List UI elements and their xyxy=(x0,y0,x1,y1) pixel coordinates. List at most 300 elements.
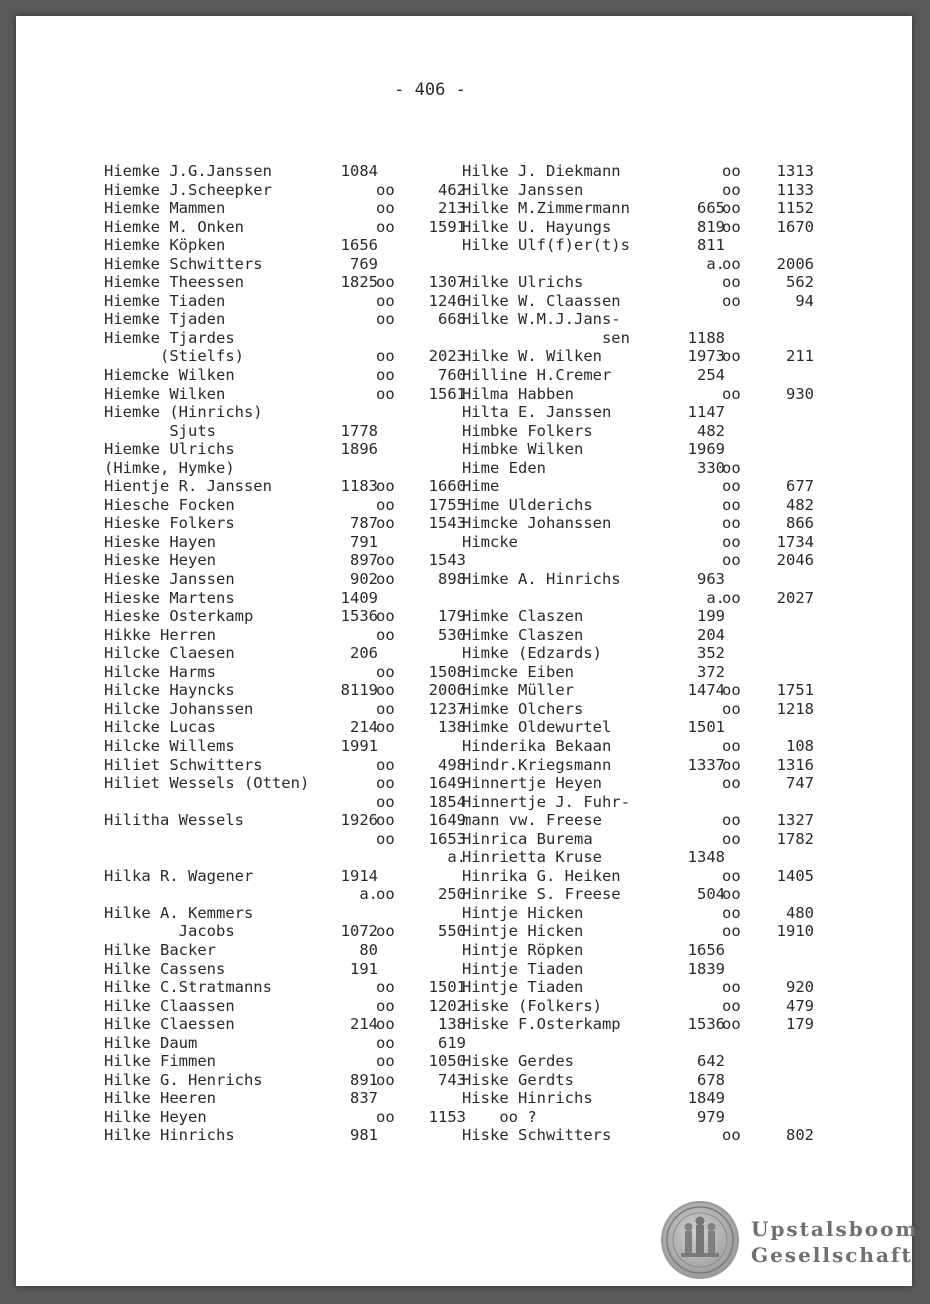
entry-year: 1536 xyxy=(340,607,378,626)
index-entry xyxy=(104,162,466,181)
entry-marriage-mark: oo xyxy=(722,755,741,774)
entry-reference: 668 xyxy=(438,310,466,329)
index-entry xyxy=(104,199,466,218)
entry-reference: 179 xyxy=(438,607,466,626)
index-entry xyxy=(104,255,466,274)
index-entry xyxy=(462,718,814,737)
entry-reference: 920 xyxy=(786,978,814,997)
entry-marriage-mark: oo xyxy=(722,180,741,199)
entry-year: 1839 xyxy=(687,959,725,978)
entry-marriage-mark: oo xyxy=(722,273,741,292)
entry-name: Hieske Heyen xyxy=(104,551,216,570)
entry-year: a. xyxy=(706,588,725,607)
entry-name: Hinrietta Kruse xyxy=(462,848,602,867)
index-entry xyxy=(104,774,466,793)
index-entry xyxy=(462,1126,814,1145)
entry-name: Hilka R. Wagener xyxy=(104,866,254,885)
index-entry xyxy=(462,960,814,979)
entry-name: Hilma Habben xyxy=(462,384,574,403)
entry-marriage-mark: oo xyxy=(376,681,395,700)
entry-reference: 2006 xyxy=(428,681,466,700)
entry-reference: 1782 xyxy=(776,829,814,848)
entry-name: Hilke Heeren xyxy=(104,1089,216,1108)
entry-year: 1969 xyxy=(687,440,725,459)
index-entry xyxy=(104,1015,466,1034)
logo-text xyxy=(751,1216,919,1268)
entry-marriage-mark: oo xyxy=(376,347,395,366)
entry-marriage-mark: oo xyxy=(376,273,395,292)
entry-year: 819 xyxy=(697,217,725,236)
index-entry xyxy=(104,978,466,997)
entry-marriage-mark: oo xyxy=(722,162,741,180)
entry-name: Hinrike S. Freese xyxy=(462,885,621,904)
entry-name: Hilke C.Stratmanns xyxy=(104,978,272,997)
entry-year: 1825 xyxy=(340,273,378,292)
entry-name: Hilke Backer xyxy=(104,940,216,959)
entry-name: sen xyxy=(462,328,630,347)
index-entry xyxy=(462,941,814,960)
logo-line-2: Gesellschaft xyxy=(751,1243,913,1267)
entry-year: 206 xyxy=(350,644,378,663)
right-column xyxy=(462,162,814,1145)
entry-name: Himke A. Hinrichs xyxy=(462,570,621,589)
entry-reference: 1153 xyxy=(428,1107,466,1126)
entry-name: Hintje Tiaden xyxy=(462,978,584,997)
entry-marriage-mark: oo xyxy=(722,199,741,218)
index-entry xyxy=(104,181,466,200)
entry-name: Himke Claszen xyxy=(462,625,584,644)
entry-name: Hiemke Schwitters xyxy=(104,254,263,273)
index-entry xyxy=(104,960,466,979)
entry-reference: 1854 xyxy=(428,792,466,811)
index-entry xyxy=(104,366,466,385)
entry-marriage-mark: oo xyxy=(376,662,395,681)
index-entry xyxy=(104,737,466,756)
entry-year: 80 xyxy=(359,940,378,959)
entry-name: Hilke Daum xyxy=(104,1033,198,1052)
index-entry xyxy=(462,162,814,181)
index-entry xyxy=(462,1071,814,1090)
index-entry xyxy=(462,793,814,812)
entry-marriage-mark: oo xyxy=(722,885,741,904)
index-entry xyxy=(462,1015,814,1034)
index-entry xyxy=(104,570,466,589)
entry-name: (Stielfs) xyxy=(104,347,244,366)
entry-name: Hintje Röpken xyxy=(462,940,584,959)
entry-name: Hiemke J.G.Janssen xyxy=(104,162,272,180)
entry-year: 642 xyxy=(697,1052,725,1071)
entry-name: Hikke Herren xyxy=(104,625,216,644)
entry-reference: 94 xyxy=(795,291,814,310)
index-entry xyxy=(104,997,466,1016)
entry-year: 1147 xyxy=(687,403,725,422)
entry-name: Himbke Wilken xyxy=(462,440,584,459)
logo-line-1: Upstalsboom xyxy=(751,1217,919,1241)
entry-marriage-mark: oo xyxy=(722,903,741,922)
entry-reference: 479 xyxy=(786,996,814,1015)
entry-reference: 802 xyxy=(786,1126,814,1145)
index-entry xyxy=(462,236,814,255)
entry-year: 891 xyxy=(350,1070,378,1089)
index-entry xyxy=(462,830,814,849)
index-entry xyxy=(462,310,814,329)
index-entry xyxy=(104,236,466,255)
index-entry xyxy=(104,533,466,552)
entry-name: Hinrica Burema xyxy=(462,829,593,848)
entry-name: Hilcke Harms xyxy=(104,662,216,681)
entry-year: 1084 xyxy=(340,162,378,180)
entry-name: Hiemke Theessen xyxy=(104,273,244,292)
entry-reference: 480 xyxy=(786,903,814,922)
entry-year: 1896 xyxy=(340,440,378,459)
entry-name: Hilcke Hayncks xyxy=(104,681,235,700)
index-entry xyxy=(462,904,814,923)
index-entry xyxy=(462,700,814,719)
index-entry xyxy=(104,793,466,812)
index-entry xyxy=(462,385,814,404)
entry-marriage-mark: oo xyxy=(376,829,395,848)
index-entry xyxy=(104,904,466,923)
index-entry xyxy=(104,941,466,960)
entry-reference: 138 xyxy=(438,1015,466,1034)
index-entry xyxy=(462,218,814,237)
index-entry xyxy=(104,830,466,849)
entry-marriage-mark: oo xyxy=(376,811,395,830)
index-entry xyxy=(462,867,814,886)
entry-year: 1409 xyxy=(340,588,378,607)
entry-year: 1849 xyxy=(687,1089,725,1108)
entry-year: 837 xyxy=(350,1089,378,1108)
entry-year: 1926 xyxy=(340,811,378,830)
index-entry xyxy=(104,514,466,533)
index-entry xyxy=(104,310,466,329)
entry-year: 1991 xyxy=(340,736,378,755)
entry-reference: 866 xyxy=(786,514,814,533)
entry-name: Hime Eden xyxy=(462,458,546,477)
left-column xyxy=(104,162,466,1145)
entry-marriage-mark: oo xyxy=(376,1052,395,1071)
entry-marriage-mark: oo xyxy=(376,514,395,533)
entry-marriage-mark: oo xyxy=(376,774,395,793)
entry-reference: 2046 xyxy=(776,551,814,570)
entry-year: 1183 xyxy=(340,477,378,496)
entry-reference: 1755 xyxy=(428,495,466,514)
entry-reference: 213 xyxy=(438,199,466,218)
entry-year: 963 xyxy=(697,570,725,589)
entry-name: Hiliet Schwitters xyxy=(104,755,263,774)
entry-name: Hiemcke Wilken xyxy=(104,366,235,385)
entry-reference: 108 xyxy=(786,736,814,755)
index-entry xyxy=(104,681,466,700)
index-entry xyxy=(104,422,466,441)
entry-reference: 179 xyxy=(786,1015,814,1034)
entry-marriage-mark: oo xyxy=(722,458,741,477)
index-entry xyxy=(462,607,814,626)
entry-name: Hiesche Focken xyxy=(104,495,235,514)
entry-name: Hilta E. Janssen xyxy=(462,403,612,422)
index-entry xyxy=(104,1034,466,1053)
entry-name: Hilke U. Hayungs xyxy=(462,217,612,236)
index-entry xyxy=(104,1108,466,1127)
entry-reference: 250 xyxy=(438,885,466,904)
entry-marriage-mark: oo xyxy=(722,551,741,570)
entry-name: Hilke W.M.J.Jans- xyxy=(462,310,621,329)
entry-reference: 1734 xyxy=(776,532,814,551)
entry-marriage-mark: oo xyxy=(722,866,741,885)
index-entry xyxy=(104,1089,466,1108)
index-entry xyxy=(462,422,814,441)
entry-name: Hiske Schwitters xyxy=(462,1126,612,1145)
entry-reference: 1246 xyxy=(428,291,466,310)
entry-year: 678 xyxy=(697,1070,725,1089)
entry-name: Hiliet Wessels (Otten) xyxy=(104,774,310,793)
entry-marriage-mark: oo xyxy=(722,681,741,700)
entry-name: Himke Olchers xyxy=(462,699,584,718)
entry-name: (Himke, Hymke) xyxy=(104,458,235,477)
entry-name: Hiske Gerdes xyxy=(462,1052,574,1071)
entry-marriage-mark: oo xyxy=(722,347,741,366)
entry-reference: 562 xyxy=(786,273,814,292)
index-entry xyxy=(104,218,466,237)
entry-year: 897 xyxy=(350,551,378,570)
entry-name: Hieske Martens xyxy=(104,588,235,607)
entry-reference: a. xyxy=(447,848,466,867)
page-number: - 406 - xyxy=(394,80,466,100)
seal-icon xyxy=(661,1201,739,1279)
entry-reference: 677 xyxy=(786,477,814,496)
index-entry xyxy=(104,922,466,941)
entry-reference: 1653 xyxy=(428,829,466,848)
entry-name: Hilke W. Wilken xyxy=(462,347,602,366)
entry-marriage-mark: oo xyxy=(722,477,741,496)
entry-marriage-mark: oo xyxy=(376,180,395,199)
index-entry xyxy=(462,181,814,200)
entry-marriage-mark: oo xyxy=(722,699,741,718)
index-entry xyxy=(104,885,466,904)
entry-year: 8119 xyxy=(340,681,378,700)
entry-reference: 1405 xyxy=(776,866,814,885)
index-entry xyxy=(462,1089,814,1108)
entry-year: 1337 xyxy=(687,755,725,774)
entry-year: 1656 xyxy=(687,940,725,959)
entry-name: Hiske Gerdts xyxy=(462,1070,574,1089)
entry-reference: 1501 xyxy=(428,978,466,997)
entry-reference: 482 xyxy=(786,495,814,514)
entry-marriage-mark: oo xyxy=(722,254,741,273)
index-entry xyxy=(462,496,814,515)
entry-name: Himke Claszen xyxy=(462,607,584,626)
entry-name: Hinrika G. Heiken xyxy=(462,866,621,885)
entry-marriage-mark: oo xyxy=(376,996,395,1015)
entry-name: Hilke G. Henrichs xyxy=(104,1070,263,1089)
index-entry xyxy=(104,440,466,459)
index-entry xyxy=(104,663,466,682)
entry-name: Hinnertje J. Fuhr- xyxy=(462,792,630,811)
entry-year: 811 xyxy=(697,236,725,255)
entry-name: Hiske Hinrichs xyxy=(462,1089,593,1108)
entry-reference: 743 xyxy=(438,1070,466,1089)
entry-marriage-mark: oo xyxy=(376,625,395,644)
entry-marriage-mark: oo xyxy=(376,1070,395,1089)
entry-name: Hilcke Willems xyxy=(104,736,235,755)
entry-marriage-mark: oo xyxy=(376,699,395,718)
index-entry xyxy=(462,440,814,459)
index-entry xyxy=(104,347,466,366)
entry-year: 1778 xyxy=(340,421,378,440)
entry-marriage-mark: oo xyxy=(376,1033,395,1052)
index-entry xyxy=(462,626,814,645)
entry-reference: 1316 xyxy=(776,755,814,774)
entry-name: Hilcke Claesen xyxy=(104,644,235,663)
entry-marriage-mark: oo xyxy=(722,514,741,533)
index-entry xyxy=(104,867,466,886)
entry-name: Hilke Claassen xyxy=(104,996,235,1015)
entry-name: Hientje R. Janssen xyxy=(104,477,272,496)
entry-name: Hilke Fimmen xyxy=(104,1052,216,1071)
index-entry xyxy=(462,477,814,496)
entry-name: Hilke Heyen xyxy=(104,1107,207,1126)
index-entry xyxy=(462,885,814,904)
entry-name: Himke Müller xyxy=(462,681,574,700)
entry-reference: 1649 xyxy=(428,774,466,793)
index-entry xyxy=(462,737,814,756)
entry-marriage-mark: oo xyxy=(722,1015,741,1034)
entry-marriage-mark: oo xyxy=(376,922,395,941)
entry-name: Hilke Hinrichs xyxy=(104,1126,235,1145)
entry-reference: 1327 xyxy=(776,811,814,830)
entry-reference: 1751 xyxy=(776,681,814,700)
entry-reference: 760 xyxy=(438,366,466,385)
index-entry xyxy=(104,273,466,292)
index-entry xyxy=(462,681,814,700)
entry-reference: 898 xyxy=(438,570,466,589)
index-entry xyxy=(462,347,814,366)
entry-reference: 462 xyxy=(438,180,466,199)
entry-year: 199 xyxy=(697,607,725,626)
entry-marriage-mark: oo xyxy=(376,291,395,310)
index-entry xyxy=(462,199,814,218)
entry-marriage-mark: oo xyxy=(376,570,395,589)
index-entry xyxy=(462,997,814,1016)
entry-year: 1072 xyxy=(340,922,378,941)
entry-reference: 1133 xyxy=(776,180,814,199)
entry-name: Hiemke Mammen xyxy=(104,199,226,218)
entry-marriage-mark: oo xyxy=(722,774,741,793)
index-entry xyxy=(462,551,814,570)
entry-marriage-mark: oo xyxy=(376,1107,395,1126)
entry-marriage-mark: oo xyxy=(722,1126,741,1145)
entry-marriage-mark: oo xyxy=(722,495,741,514)
index-entry xyxy=(462,663,814,682)
entry-marriage-mark: oo xyxy=(722,217,741,236)
entry-reference: 747 xyxy=(786,774,814,793)
entry-name: mann vw. Freese xyxy=(462,811,602,830)
entry-reference: 498 xyxy=(438,755,466,774)
index-entry xyxy=(104,385,466,404)
entry-year: 787 xyxy=(350,514,378,533)
entry-marriage-mark: oo xyxy=(722,811,741,830)
entry-name: Hiemke Köpken xyxy=(104,236,226,255)
index-entry xyxy=(104,589,466,608)
entry-name: Hilke Ulf(f)er(t)s xyxy=(462,236,630,255)
entry-name: Hiske (Folkers) xyxy=(462,996,602,1015)
index-entry xyxy=(104,292,466,311)
entry-year: 1188 xyxy=(687,328,725,347)
entry-reference: 2027 xyxy=(776,588,814,607)
index-entry xyxy=(462,459,814,478)
entry-name: Hiemke M. Onken xyxy=(104,217,244,236)
entry-marriage-mark: oo xyxy=(376,366,395,385)
entry-name: Himcke Johanssen xyxy=(462,514,612,533)
entry-year: 665 xyxy=(697,199,725,218)
entry-name: Jacobs xyxy=(104,922,235,941)
index-entry xyxy=(462,570,814,589)
entry-reference: 1561 xyxy=(428,384,466,403)
entry-name: Hinderika Bekaan xyxy=(462,736,612,755)
index-entry xyxy=(104,607,466,626)
entry-name: Hiemke Tiaden xyxy=(104,291,226,310)
entry-year: 1348 xyxy=(687,848,725,867)
entry-reference: 138 xyxy=(438,718,466,737)
entry-name: Hilke Ulrichs xyxy=(462,273,584,292)
entry-reference: 1202 xyxy=(428,996,466,1015)
entry-year: 504 xyxy=(697,885,725,904)
entry-year: 482 xyxy=(697,421,725,440)
index-entry xyxy=(462,366,814,385)
index-entry xyxy=(462,1052,814,1071)
entry-reference: 1313 xyxy=(776,162,814,180)
entry-name: Hilke M.Zimmermann xyxy=(462,199,630,218)
index-entry xyxy=(462,255,814,274)
index-entry xyxy=(462,329,814,348)
index-entry xyxy=(462,403,814,422)
index-entry xyxy=(104,459,466,478)
entry-year: 1501 xyxy=(687,718,725,737)
entry-reference: 2006 xyxy=(776,254,814,273)
entry-reference: 1218 xyxy=(776,699,814,718)
entry-reference: 211 xyxy=(786,347,814,366)
entry-marriage-mark: oo xyxy=(376,718,395,737)
entry-marriage-mark: oo xyxy=(376,551,395,570)
entry-reference: 2023 xyxy=(428,347,466,366)
index-entry xyxy=(462,811,814,830)
index-entry xyxy=(104,1052,466,1071)
entry-marriage-mark: oo xyxy=(722,384,741,403)
index-entry xyxy=(104,496,466,515)
entry-name: Himcke Eiben xyxy=(462,662,574,681)
entry-reference: 1237 xyxy=(428,699,466,718)
entry-name: Hime Ulderichs xyxy=(462,495,593,514)
entry-name: Hieske Folkers xyxy=(104,514,235,533)
entry-name: Hinnertje Heyen xyxy=(462,774,602,793)
entry-name: Himcke xyxy=(462,532,518,551)
entry-marriage-mark: oo xyxy=(376,310,395,329)
index-entry xyxy=(104,626,466,645)
entry-reference: 1543 xyxy=(428,551,466,570)
index-entry xyxy=(462,589,814,608)
index-entry xyxy=(104,403,466,422)
entry-name: Hintje Hicken xyxy=(462,922,584,941)
entry-marriage-mark: oo xyxy=(376,755,395,774)
entry-name: Hilke Cassens xyxy=(104,959,226,978)
entry-name: Hiemke Wilken xyxy=(104,384,226,403)
entry-name: Himke Oldewurtel xyxy=(462,718,612,737)
entry-name: Hilcke Johanssen xyxy=(104,699,254,718)
entry-name: Hime xyxy=(462,477,500,496)
entry-year: 191 xyxy=(350,959,378,978)
entry-name: oo ? xyxy=(462,1107,537,1126)
entry-marriage-mark: oo xyxy=(376,792,395,811)
